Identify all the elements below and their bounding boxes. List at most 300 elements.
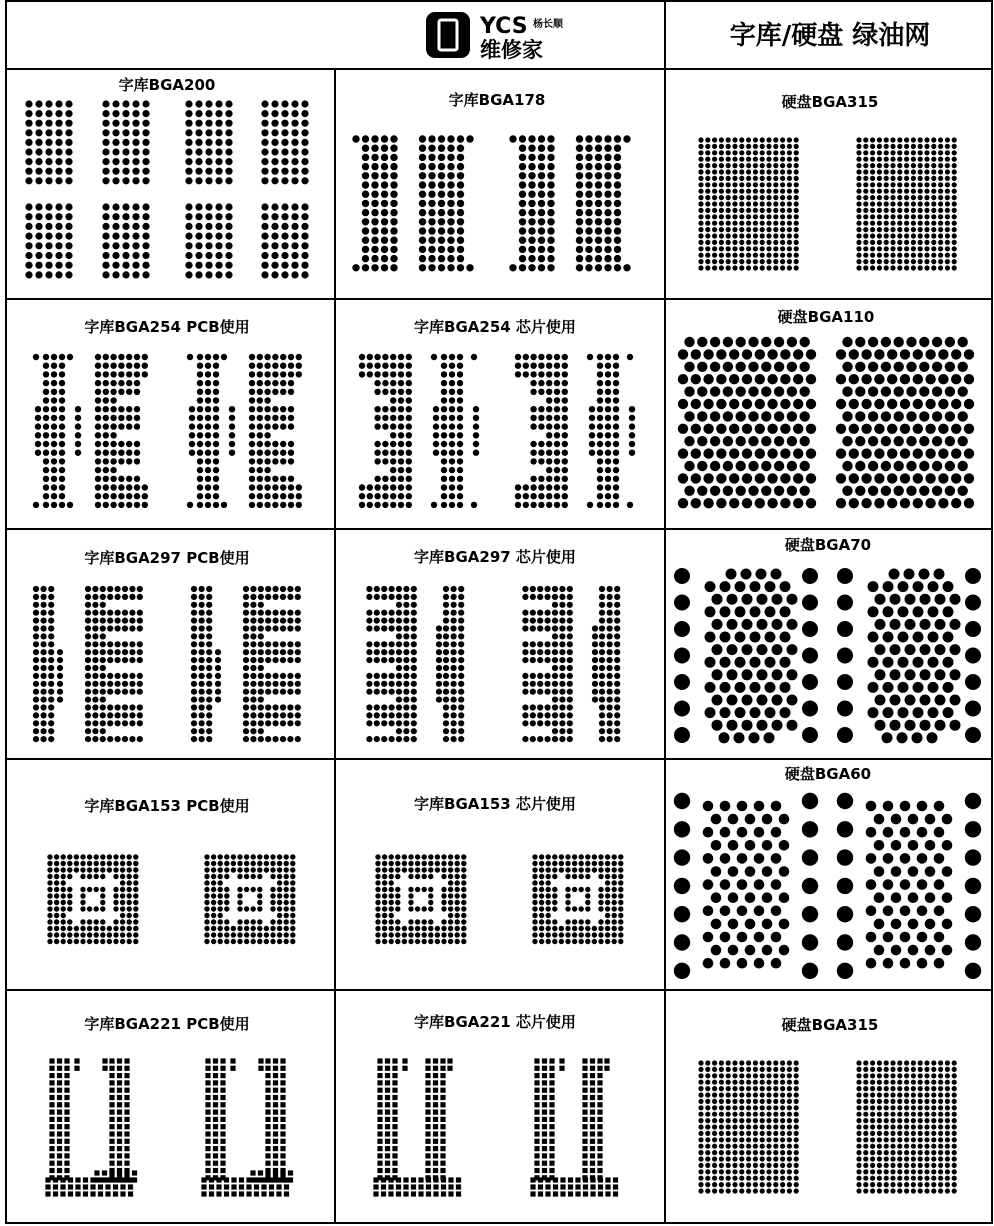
solder-ball	[746, 1112, 751, 1117]
solder-ball	[185, 233, 192, 240]
solder-ball	[218, 926, 223, 931]
solder-ball	[904, 208, 909, 213]
solder-ball	[719, 182, 724, 187]
pad-square	[433, 1191, 438, 1196]
solder-ball	[794, 1131, 799, 1136]
solder-ball	[952, 221, 957, 226]
solder-ball	[367, 354, 373, 360]
solder-ball	[874, 866, 885, 877]
solder-ball	[739, 1188, 744, 1193]
solder-ball	[913, 632, 924, 643]
solder-ball	[522, 673, 528, 679]
solder-ball	[883, 853, 894, 864]
solder-ball	[585, 926, 590, 931]
solder-ball	[107, 594, 113, 600]
solder-ball	[411, 586, 417, 592]
solder-ball	[395, 854, 400, 859]
pad-square	[597, 1110, 602, 1115]
pad-square	[280, 1131, 285, 1136]
solder-ball	[884, 201, 889, 206]
solder-ball	[122, 720, 128, 726]
solder-ball	[760, 1176, 765, 1181]
pad-square	[205, 1168, 210, 1173]
solder-ball	[515, 502, 521, 508]
solder-ball	[211, 854, 216, 859]
solder-ball	[41, 641, 47, 647]
solder-ball	[726, 1086, 731, 1091]
solder-ball	[863, 1067, 868, 1072]
solder-ball	[753, 208, 758, 213]
solder-ball	[142, 120, 149, 127]
solder-ball	[729, 498, 739, 508]
solder-ball	[215, 271, 222, 278]
solder-ball	[522, 704, 528, 710]
solder-ball	[280, 363, 286, 369]
solder-ball	[732, 1169, 737, 1174]
pad-square	[385, 1139, 390, 1144]
solder-ball	[589, 415, 595, 421]
solder-ball	[301, 139, 308, 146]
solder-ball	[273, 586, 279, 592]
solder-ball	[884, 265, 889, 270]
solder-ball	[211, 932, 216, 937]
solder-ball	[774, 436, 784, 446]
solder-ball	[691, 424, 701, 434]
pad-square	[64, 1124, 69, 1129]
solder-ball	[438, 227, 445, 234]
solder-ball	[197, 363, 203, 369]
solder-ball	[585, 932, 590, 937]
solder-ball	[917, 958, 928, 969]
solder-ball	[559, 625, 565, 631]
pad-square	[64, 1073, 69, 1078]
solder-ball	[261, 262, 268, 269]
solder-ball	[746, 169, 751, 174]
solder-ball	[856, 227, 861, 232]
pad-square	[102, 1066, 107, 1071]
solder-ball	[390, 227, 397, 234]
solder-ball	[766, 1086, 771, 1091]
solder-ball	[546, 423, 552, 429]
solder-ball	[605, 354, 611, 360]
solder-ball	[206, 665, 212, 671]
solder-ball	[291, 223, 298, 230]
solder-ball	[291, 129, 298, 136]
solder-ball	[794, 169, 799, 174]
solder-ball	[59, 363, 65, 369]
solder-ball	[129, 586, 135, 592]
cell-label: 硬盘BGA315	[781, 93, 879, 111]
solder-ball	[618, 874, 623, 879]
solder-ball	[719, 253, 724, 258]
solder-ball	[618, 926, 623, 931]
solder-ball	[422, 939, 427, 944]
solder-ball	[605, 389, 611, 395]
solder-ball	[705, 1080, 710, 1085]
solder-ball	[127, 854, 132, 859]
solder-ball	[753, 1060, 758, 1065]
solder-ball	[712, 265, 717, 270]
solder-ball	[780, 632, 791, 643]
solder-ball	[195, 168, 202, 175]
solder-ball	[924, 189, 929, 194]
solder-ball	[461, 919, 466, 924]
solder-ball	[599, 673, 605, 679]
solder-ball	[532, 913, 537, 918]
solder-ball	[428, 237, 435, 244]
solder-ball	[381, 704, 387, 710]
solder-ball	[257, 423, 263, 429]
solder-ball	[705, 195, 710, 200]
solder-ball	[884, 169, 889, 174]
solder-ball	[455, 861, 460, 866]
solder-ball	[55, 168, 62, 175]
solder-ball	[618, 906, 623, 911]
solder-ball	[127, 893, 132, 898]
solder-ball	[127, 939, 132, 944]
solder-ball	[589, 432, 595, 438]
solder-ball	[213, 363, 219, 369]
solder-ball	[932, 436, 942, 446]
solder-ball	[280, 720, 286, 726]
pad-square	[534, 1095, 539, 1100]
solder-ball	[110, 467, 116, 473]
solder-ball	[411, 618, 417, 624]
solder-ball	[875, 594, 886, 605]
solder-ball	[780, 1086, 785, 1091]
solder-ball	[258, 618, 264, 624]
pad-square	[265, 1066, 270, 1071]
pad-square	[396, 1177, 401, 1182]
solder-ball	[133, 861, 138, 866]
solder-ball	[942, 892, 953, 903]
solder-ball	[92, 602, 98, 608]
solder-ball	[746, 233, 751, 238]
solder-ball	[618, 919, 623, 924]
solder-ball	[398, 493, 404, 499]
solder-ball	[913, 606, 924, 617]
solder-ball	[398, 406, 404, 412]
pad-square	[396, 1184, 401, 1189]
solder-ball	[539, 926, 544, 931]
solder-ball	[884, 195, 889, 200]
solder-ball	[55, 262, 62, 269]
solder-ball	[890, 695, 901, 706]
solder-ball	[390, 380, 396, 386]
solder-ball	[735, 606, 746, 617]
solder-ball	[458, 673, 464, 679]
solder-ball	[65, 100, 72, 107]
solder-ball	[684, 337, 694, 347]
solder-ball	[35, 203, 42, 210]
solder-ball	[742, 349, 752, 359]
ball-pattern	[45, 1058, 293, 1196]
solder-ball	[290, 939, 295, 944]
page-title: 字库/硬盘 绿油网	[729, 21, 931, 51]
solder-ball	[567, 657, 573, 663]
solder-ball	[54, 874, 59, 879]
solder-ball	[942, 945, 953, 956]
solder-ball	[924, 1067, 929, 1072]
solder-ball	[546, 854, 551, 859]
solder-ball	[65, 120, 72, 127]
solder-ball	[726, 1163, 731, 1168]
solder-ball	[945, 246, 950, 251]
solder-ball	[554, 363, 560, 369]
solder-ball	[519, 246, 526, 253]
solder-ball	[371, 135, 378, 142]
solder-ball	[705, 1169, 710, 1174]
pad-square	[440, 1058, 445, 1063]
solder-ball	[579, 867, 584, 872]
solder-ball	[206, 736, 212, 742]
solder-ball	[447, 191, 454, 198]
pad-square	[530, 1177, 535, 1182]
solder-ball	[398, 458, 404, 464]
pad-square	[216, 1184, 221, 1189]
solder-ball	[199, 625, 205, 631]
solder-ball	[301, 262, 308, 269]
solder-ball	[800, 461, 810, 471]
solder-ball	[134, 502, 140, 508]
solder-ball	[264, 432, 270, 438]
solder-ball	[612, 861, 617, 866]
solder-ball	[766, 163, 771, 168]
solder-ball	[605, 893, 610, 898]
solder-ball	[205, 432, 211, 438]
solder-ball	[732, 1086, 737, 1091]
solder-ball	[705, 1176, 710, 1181]
solder-ball	[205, 148, 212, 155]
solder-ball	[396, 681, 402, 687]
solder-ball	[33, 354, 39, 360]
solder-ball	[605, 887, 610, 892]
solder-ball	[800, 362, 810, 372]
solder-ball	[757, 594, 768, 605]
solder-ball	[110, 476, 116, 482]
solder-ball	[576, 246, 583, 253]
pad-square	[385, 1066, 390, 1071]
solder-ball	[607, 704, 613, 710]
solder-ball	[607, 689, 613, 695]
pad-square	[124, 1117, 129, 1122]
solder-ball	[522, 586, 528, 592]
solder-ball	[703, 958, 714, 969]
solder-ball	[748, 337, 758, 347]
solder-ball	[604, 172, 611, 179]
solder-ball	[746, 1188, 751, 1193]
solder-ball	[780, 1080, 785, 1085]
solder-ball	[301, 110, 308, 117]
solder-ball	[787, 144, 792, 149]
solder-ball	[794, 214, 799, 219]
solder-ball	[204, 893, 209, 898]
solder-ball	[35, 271, 42, 278]
solder-ball	[382, 861, 387, 866]
solder-ball	[35, 252, 42, 259]
solder-ball	[532, 900, 537, 905]
solder-ball	[457, 246, 464, 253]
solder-ball	[753, 182, 758, 187]
pad-square	[265, 1080, 270, 1085]
solder-ball	[773, 1124, 778, 1129]
pad-square	[57, 1146, 62, 1151]
solder-ball	[92, 681, 98, 687]
solder-ball	[742, 374, 752, 384]
solder-ball	[367, 502, 373, 508]
pad-square	[261, 1177, 266, 1182]
pad-square	[582, 1153, 587, 1158]
pad-square	[377, 1124, 382, 1129]
solder-ball	[793, 374, 803, 384]
solder-ball	[137, 689, 143, 695]
solder-ball	[197, 397, 203, 403]
pad-square	[549, 1080, 554, 1085]
solder-ball	[225, 129, 232, 136]
solder-ball	[732, 1156, 737, 1161]
pad-square	[456, 1177, 461, 1182]
solder-ball	[257, 919, 262, 924]
solder-ball	[539, 880, 544, 885]
solder-ball	[118, 484, 124, 490]
solder-ball	[280, 681, 286, 687]
solder-ball	[396, 673, 402, 679]
solder-ball	[61, 926, 66, 931]
solder-ball	[43, 484, 49, 490]
solder-ball	[142, 354, 148, 360]
solder-ball	[67, 932, 72, 937]
pad-square	[377, 1168, 382, 1173]
solder-ball	[396, 689, 402, 695]
solder-ball	[904, 569, 915, 580]
solder-ball	[118, 354, 124, 360]
solder-ball	[295, 594, 301, 600]
solder-ball	[918, 189, 923, 194]
solder-ball	[59, 450, 65, 456]
solder-ball	[836, 349, 846, 359]
solder-ball	[552, 728, 558, 734]
solder-ball	[911, 246, 916, 251]
solder-ball	[441, 397, 447, 403]
solder-ball	[780, 214, 785, 219]
solder-ball	[449, 441, 455, 447]
pad-square	[280, 1058, 285, 1063]
solder-ball	[224, 861, 229, 866]
solder-ball	[870, 182, 875, 187]
solder-ball	[874, 919, 885, 930]
solder-ball	[614, 720, 620, 726]
solder-ball	[613, 432, 619, 438]
solder-ball	[523, 484, 529, 490]
solder-ball	[965, 821, 981, 837]
pad-square	[273, 1153, 278, 1158]
solder-ball	[250, 602, 256, 608]
solder-ball	[51, 467, 57, 473]
solder-ball	[547, 227, 554, 234]
solder-ball	[530, 649, 536, 655]
solder-ball	[457, 209, 464, 216]
solder-ball	[576, 191, 583, 198]
cell	[366, 548, 620, 742]
solder-ball	[780, 169, 785, 174]
solder-ball	[457, 458, 463, 464]
solder-ball	[773, 144, 778, 149]
solder-ball	[61, 913, 66, 918]
solder-ball	[65, 223, 72, 230]
solder-ball	[742, 644, 753, 655]
solder-ball	[884, 233, 889, 238]
solder-ball	[206, 689, 212, 695]
solder-ball	[374, 618, 380, 624]
solder-ball	[592, 689, 598, 695]
logo-text: YCS	[480, 14, 528, 39]
solder-ball	[199, 697, 205, 703]
solder-ball	[47, 861, 52, 866]
solder-ball	[75, 406, 81, 412]
solder-ball	[787, 1182, 792, 1187]
solder-ball	[55, 242, 62, 249]
solder-ball	[94, 854, 99, 859]
solder-ball	[870, 208, 875, 213]
solder-ball	[35, 100, 42, 107]
solder-ball	[443, 618, 449, 624]
solder-ball	[43, 432, 49, 438]
solder-ball	[754, 906, 765, 917]
solder-ball	[746, 1099, 751, 1104]
solder-ball	[705, 1163, 710, 1168]
solder-ball	[945, 265, 950, 270]
solder-ball	[613, 476, 619, 482]
solder-ball	[565, 926, 570, 931]
solder-ball	[127, 900, 132, 905]
solder-ball	[33, 665, 39, 671]
solder-ball	[732, 1092, 737, 1097]
solder-ball	[530, 712, 536, 718]
solder-ball	[614, 681, 620, 687]
solder-ball	[780, 253, 785, 258]
solder-ball	[911, 233, 916, 238]
solder-ball	[47, 887, 52, 892]
solder-ball	[780, 374, 790, 384]
solder-ball	[712, 1092, 717, 1097]
solder-ball	[107, 681, 113, 687]
solder-ball	[935, 695, 946, 706]
solder-ball	[719, 1131, 724, 1136]
solder-ball	[917, 827, 928, 838]
solder-ball	[773, 1080, 778, 1085]
solder-ball	[585, 900, 590, 905]
pad-square	[403, 1184, 408, 1189]
solder-ball	[243, 602, 249, 608]
solder-ball	[739, 1163, 744, 1168]
solder-ball	[45, 139, 52, 146]
solder-ball	[572, 874, 577, 879]
solder-ball	[897, 1060, 902, 1065]
solder-ball	[546, 467, 552, 473]
solder-ball	[191, 689, 197, 695]
solder-ball	[441, 893, 446, 898]
solder-ball	[787, 169, 792, 174]
solder-ball	[612, 900, 617, 905]
solder-ball	[280, 657, 286, 663]
solder-ball	[552, 919, 557, 924]
solder-ball	[559, 720, 565, 726]
solder-ball	[952, 227, 957, 232]
solder-ball	[87, 854, 92, 859]
solder-ball	[92, 625, 98, 631]
solder-ball	[674, 878, 690, 894]
solder-ball	[406, 354, 412, 360]
